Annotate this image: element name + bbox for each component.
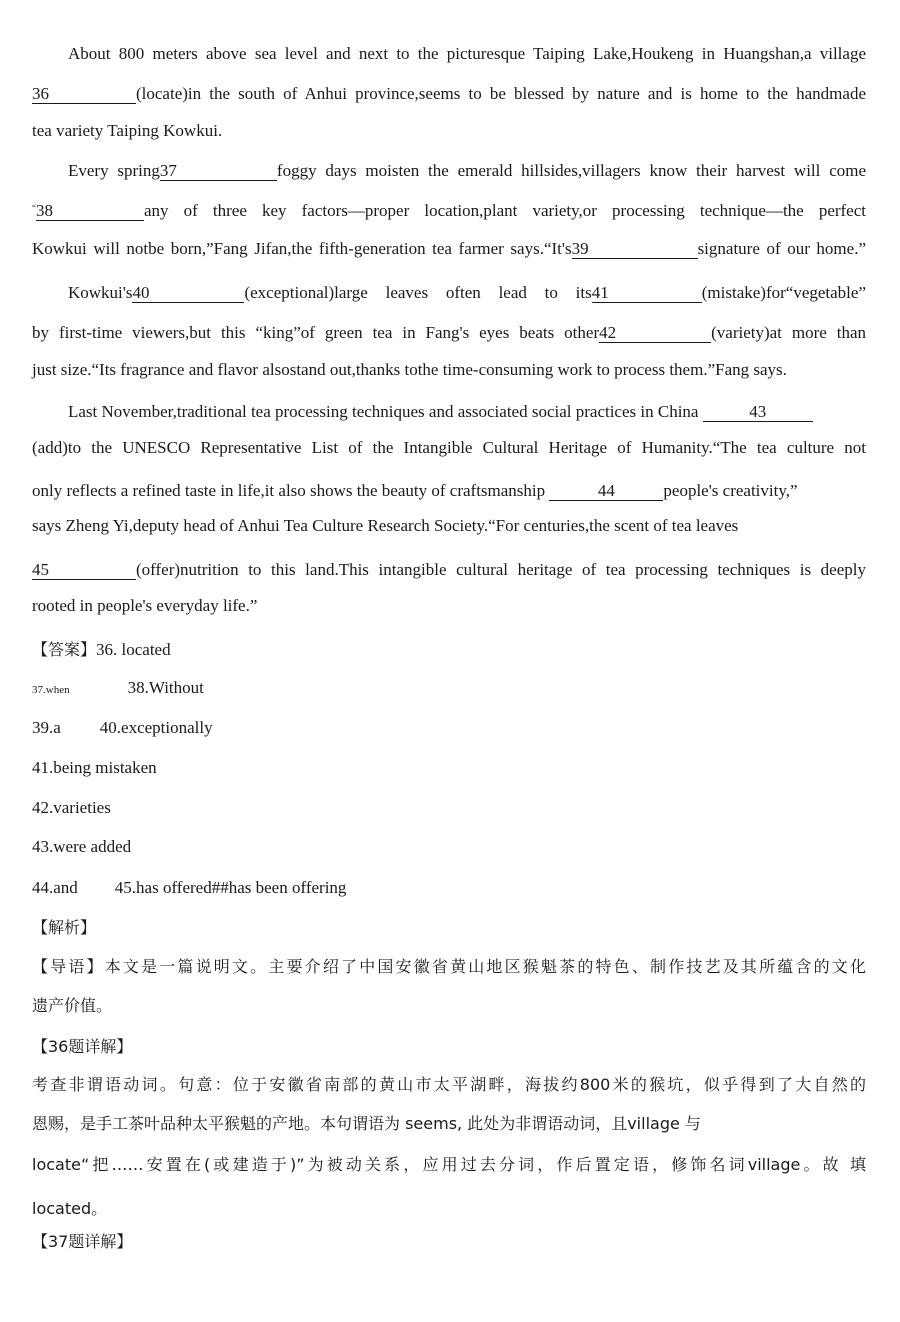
analysis-heading: 【解析】	[32, 918, 97, 937]
q36-line: 恩赐，是手工茶叶品种太平猴魁的产地。本句谓语为 seems, 此处为非谓语动词，且village 与	[32, 1114, 701, 1133]
answer-line	[32, 677, 866, 701]
passage-line: tea variety Taiping Kowkui.	[32, 121, 223, 140]
passage-line	[32, 559, 866, 581]
answer-36: 36. located	[96, 640, 171, 659]
passage-text: signature of our home.”	[697, 239, 866, 258]
passage-text: (locate)in the south of Anhui province,seems to be blessed by nature and is home to the handmade	[136, 84, 866, 103]
passage-text: foggy days moisten the emerald hillsides,villagers know their harvest will come	[276, 161, 867, 180]
q36-heading: 【36题详解】	[32, 1037, 133, 1056]
answer-line: 41.being mistaken	[32, 758, 157, 777]
passage-text: (offer)nutrition to this land.This intangible cultural heritage of tea processing techniques is deeply	[136, 560, 866, 579]
q37-heading: 【37题详解】	[32, 1232, 133, 1251]
passage-line	[68, 401, 866, 423]
answer-line: 42.varieties	[32, 798, 111, 817]
passage-text: Every spring	[68, 161, 160, 180]
passage-text: (variety)at more than	[711, 323, 866, 342]
passage-text: (exceptional)large leaves often lead to its	[244, 283, 592, 302]
passage-line	[32, 83, 866, 105]
q36-line: 考查非谓语动词。句意：位于安徽省南部的黄山市太平湖畔，海拔约800米的猴坑，似乎得到了大自然的	[32, 1075, 866, 1094]
blank-41[interactable]: 41	[592, 282, 702, 304]
blank-38[interactable]: 38	[36, 200, 144, 222]
passage-text: (mistake)for“vegetable”	[701, 283, 866, 302]
answer-45: 45.has offered##has been offering	[114, 878, 347, 897]
passage-text: Kowkui will notbe born,”Fang Jifan,the fifth-generation tea farmer says.“It's	[32, 239, 572, 258]
passage-line	[32, 238, 866, 260]
answer-line	[32, 639, 866, 661]
answer-line	[32, 717, 866, 739]
q36-line: locate“把……安置在(或建造于)”为被动关系，应用过去分词，作后置定语，修饰名词village。故 填	[32, 1155, 866, 1174]
passage-line	[32, 322, 866, 344]
blank-42[interactable]: 42	[599, 322, 711, 344]
answer-label: 【答案】	[32, 640, 97, 659]
blank-37[interactable]: 37	[160, 160, 277, 182]
passage-text: Kowkui's	[68, 283, 133, 302]
passage-line: About 800 meters above sea level and next to the picturesque Taiping Lake,Houkeng in Huangshan,a village	[68, 44, 866, 63]
guide-line: 【导语】本文是一篇说明文。主要介绍了中国安徽省黄山地区猴魁茶的特色、制作技艺及其所蕴含的文化	[32, 957, 866, 976]
blank-36[interactable]: 36	[32, 83, 136, 105]
passage-line	[32, 200, 866, 222]
passage-line: just size.“Its fragrance and flavor alsostand out,thanks tothe time-consuming work to process them.”Fang says.	[32, 360, 787, 379]
blank-40[interactable]: 40	[132, 282, 244, 304]
blank-44[interactable]: 44	[549, 480, 663, 502]
passage-line: says Zheng Yi,deputy head of Anhui Tea Culture Research Society.“For centuries,the scent of tea leaves	[32, 516, 739, 535]
passage-text: only reflects a refined taste in life,it also shows the beauty of craftsmanship	[32, 481, 546, 500]
guide-line: 遗产价值。	[32, 996, 113, 1015]
answer-38: 38.Without	[127, 678, 204, 697]
answer-39: 39.a	[32, 718, 61, 737]
passage-text: people's creativity,”	[663, 481, 798, 500]
answer-44: 44.and	[32, 878, 78, 897]
blank-45[interactable]: 45	[32, 559, 136, 581]
quote-mark: “	[32, 203, 36, 213]
passage-text: by first-time viewers,but this “king”of green tea in Fang's eyes beats other	[32, 323, 600, 342]
passage-line: rooted in people's everyday life.”	[32, 596, 258, 615]
answer-line	[32, 877, 866, 899]
answer-37: 37.when	[32, 684, 70, 696]
passage-text: Last November,traditional tea processing techniques and associated social practices in China	[68, 402, 699, 421]
passage-line	[68, 282, 866, 304]
passage-line	[32, 480, 866, 502]
answer-line: 43.were added	[32, 837, 132, 856]
passage-text: any of three key factors—proper location,plant variety,or processing technique—the perfect	[144, 201, 866, 220]
passage-line: (add)to the UNESCO Representative List of the Intangible Cultural Heritage of Humanity.“The tea culture not	[32, 438, 866, 457]
blank-39[interactable]: 39	[572, 238, 698, 260]
q36-line: located。	[32, 1199, 108, 1218]
answer-40: 40.exceptionally	[99, 718, 213, 737]
passage-line	[68, 160, 866, 182]
blank-43[interactable]: 43	[703, 401, 813, 423]
